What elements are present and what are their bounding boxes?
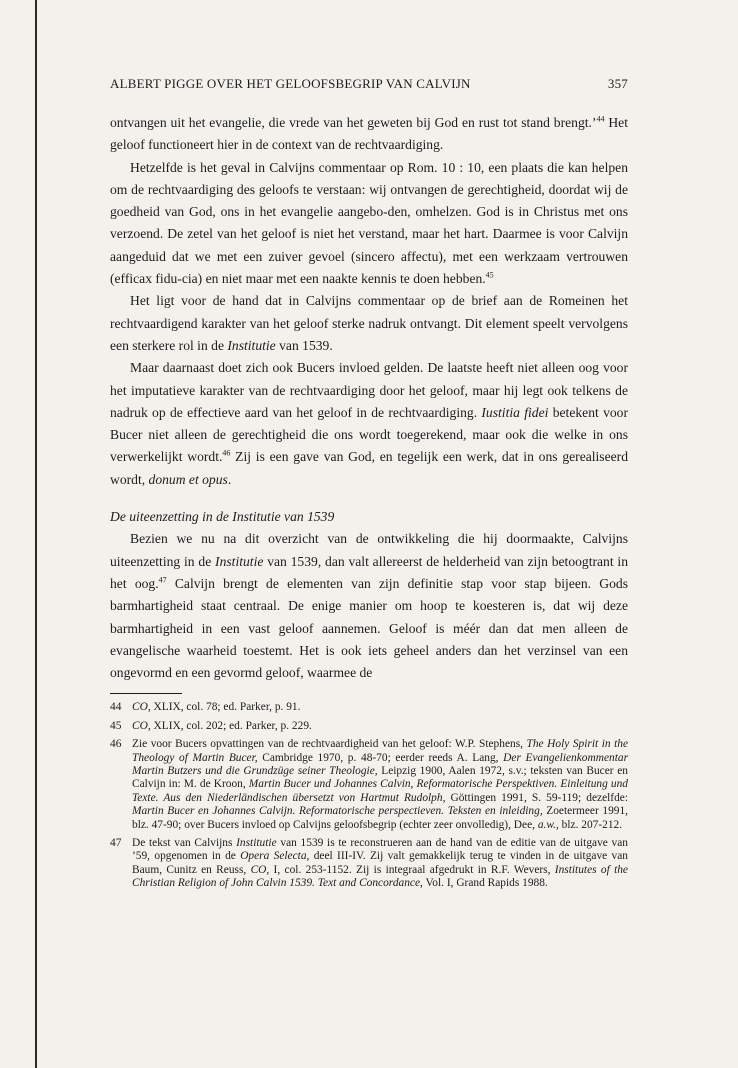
italic-ref: CO, <box>132 719 151 732</box>
footnote-45 <box>110 720 628 733</box>
text-run: van 1539 is te reconstrueren aan de hand van de editie van de uitgave van ’59, opgenomen in de <box>132 837 628 863</box>
paragraph-3 <box>110 290 628 357</box>
italic-ref: Martin Bucer en Johannes Calvijn. Reformatorische perspectieven. Teksten en inleiding, <box>132 805 543 818</box>
paragraph-2 <box>110 157 628 291</box>
italic-title: Institutie <box>227 337 276 353</box>
footnote-46 <box>110 738 628 832</box>
text-run: Leipzig 1900, Aalen 1972, s.v.; teksten van Bucer en Calvijn in: M. de Kroon, <box>132 765 628 791</box>
footnote-number: 45 <box>110 719 122 732</box>
body-text <box>110 112 628 684</box>
footnote-ref-47[interactable]: 47 <box>158 575 167 585</box>
footnote-text <box>132 720 628 733</box>
text-run: Het ligt voor de hand dat in Calvijns commentaar op de brief aan de Romeinen het rechtvaardigend karakter van het geloof sterke nadruk ontvangt. Dit element speelt vervolgens een sterkere rol in de <box>110 293 628 353</box>
text-run: Zij is een gave van God, en tegelijk een werk, dat in ons gerealiseerd wordt, <box>110 449 628 487</box>
section-heading: De uiteenzetting in de Institutie van 1539 <box>110 509 335 525</box>
footnote-number: 44 <box>110 701 122 714</box>
running-head <box>110 76 628 92</box>
text-run: I, col. 253-1152. Zij is integraal afgedrukt in R.F. Wevers, <box>269 863 555 876</box>
footnote-number: 47 <box>110 837 122 850</box>
italic-ref: Institutie <box>236 837 277 850</box>
footnote-separator <box>110 693 182 694</box>
italic-term: donum et opus <box>148 471 228 487</box>
footnotes <box>110 701 628 890</box>
paragraph-1 <box>110 112 628 157</box>
book-page <box>110 76 628 896</box>
page-binding-line <box>35 0 37 1068</box>
text-run: Bezien we nu na dit overzicht van de ontwikkeling die hij doormaakte, Calvijns uiteenzetting in de <box>110 531 628 569</box>
footnote-ref-46[interactable]: 46 <box>222 448 231 458</box>
italic-ref: CO, <box>250 863 270 876</box>
footnote-text <box>132 837 628 891</box>
text-run: Zie voor Bucers opvattingen van de rechtvaardigheid van het geloof: W.P. Stephens, <box>132 738 527 751</box>
paragraph-4 <box>110 357 628 491</box>
footnote-ref-44[interactable]: 44 <box>596 114 605 124</box>
text-run: betekent voor Bucer niet alleen de gerechtigheid die ons wordt toegerekend, maar ook die welke in ons verwerkelijkt wordt. <box>110 404 628 465</box>
italic-title: Institutie <box>215 553 264 569</box>
text-run: Göttingen 1991, S. 59-119; dezelfde: <box>445 791 628 804</box>
italic-ref: Martin Bucer und Johannes Calvin, Reformatorische Perspektiven. Einleitung und Texte. Aus den Niederländischen übersetzt von Hartmut Rudolph, <box>132 778 628 804</box>
footnote-text <box>132 701 628 714</box>
text-run: van 1539. <box>275 337 333 353</box>
text-run: Zoetermeer 1991, blz. 47-90; over Bucers invloed op Calvijns geloofsbegrip (echter zeer onvolledig), Dee, <box>132 805 628 831</box>
footnote-text <box>132 738 628 832</box>
italic-ref: CO, <box>132 701 151 714</box>
italic-term: Iustitia fidei <box>481 404 549 420</box>
footnote-47 <box>110 837 628 891</box>
italic-ref: a.w., <box>537 818 559 831</box>
text-run: Vol. I, Grand Rapids 1988. <box>422 877 548 890</box>
text-run: Cambridge 1970, p. 48-70; eerder reeds A. Lang, <box>257 751 504 764</box>
italic-ref: Institutes of the Christian Religion of John Calvin 1539. Text and Concordance, <box>132 863 628 890</box>
text-run: Maar daarnaast doet zich ook Bucers invloed gelden. De laatste heeft niet alleen oog voor het imputatieve karakter van de rechtvaardiging door het geloof, maar hij legt ook telkens de nadruk op de effectieve aard van het geloof in de rechtvaardiging. <box>110 360 628 420</box>
text-run: Het geloof functioneert hier in de context van de rechtvaardiging. <box>110 115 628 153</box>
footnote-number: 46 <box>110 738 122 751</box>
page-number: 357 <box>607 76 628 91</box>
text-run: XLIX, col. 78; ed. Parker, p. 91. <box>150 701 301 714</box>
text-run: De tekst van Calvijns <box>132 837 237 850</box>
footnote-44 <box>110 701 628 714</box>
running-title: ALBERT PIGGE OVER HET GELOOFSBEGRIP VAN CALVIJN <box>110 76 471 91</box>
text-run: Hetzelfde is het geval in Calvijns commentaar op Rom. 10 : 10, een plaats die kan helpen om de rechtvaardiging des geloofs te verstaan: wij ontvangen de gerechtigheid, doordat wij de goedheid van God, ons in het evangelie aangebo-den, omhelzen. God is in Christus met ons verzoend. De zetel van het geloof is niet het verstand, maar het hart. Daarmee is voor Calvijn aangeduid dat we met een zuiver gevoel (sincero affectu), met een werkzaam vertrouwen (efficax fidu-cia) en niet maar met een naakte kennis te doen hebben. <box>110 159 628 287</box>
text-run: blz. 207-212. <box>558 818 623 831</box>
text-run: van 1539, dan valt allereerst de helderheid van zijn betoogtrant in het oog. <box>110 553 629 591</box>
italic-ref: Opera Selecta, <box>240 850 310 863</box>
italic-ref: Der Evangelienkommentar Martin Butzers und die Grundzüge seiner Theologie, <box>132 751 629 778</box>
italic-ref: The Holy Spirit in the Theology of Martin Bucer, <box>132 738 629 764</box>
text-run: Calvijn brengt de elementen van zijn definitie stap voor stap bijeen. Gods barmhartigheid staat centraal. De enige manier om hoop te koesteren is, dat wij deze barmhartigheid in een vast geloof aannemen. Geloof is méér dan dat men alleen de evangelische waarheid toestemt. Het is ook iets geheel anders dan het verzinsel van een ongevormd en een gevormd geloof, waarmee de <box>110 575 628 681</box>
footnote-ref-45[interactable]: 45 <box>485 270 494 280</box>
text-run: XLIX, col. 202; ed. Parker, p. 229. <box>150 719 312 732</box>
text-run: . <box>227 471 232 487</box>
paragraph-5 <box>110 528 628 684</box>
text-run: ontvangen uit het evangelie, die vrede van het geweten bij God en rust tot stand brengt.’ <box>110 115 597 130</box>
text-run: deel III-IV. Zij valt gemakkelijk terug te vinden in de uitgave van Baum, Cunitz en Reuss, <box>132 850 628 876</box>
